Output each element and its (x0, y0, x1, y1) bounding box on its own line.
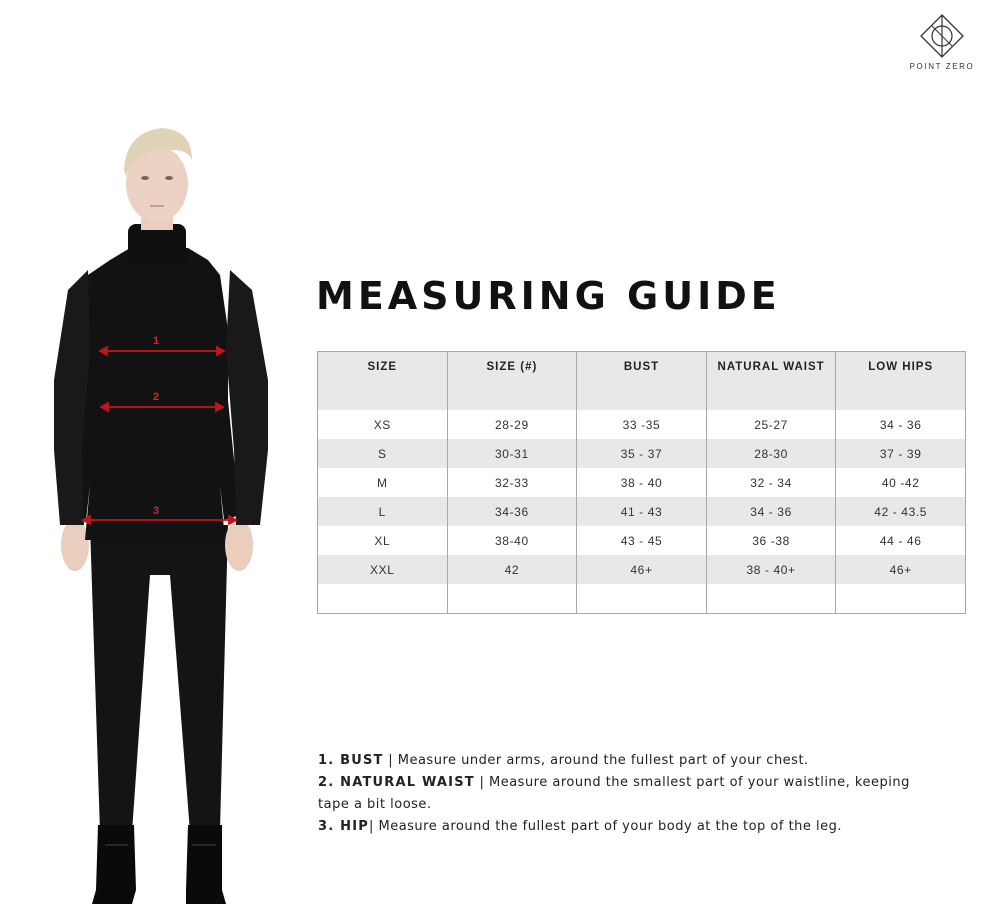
col-header-natural-waist: NATURAL WAIST (706, 352, 836, 382)
table-cell: 32-33 (447, 468, 577, 497)
table-cell: S (318, 439, 448, 468)
measurement-notes (318, 750, 918, 838)
table-cell (447, 381, 577, 410)
table-cell (447, 584, 577, 614)
note-label: 1. BUST (318, 753, 384, 768)
table-cell: 46+ (577, 555, 707, 584)
size-chart-table (317, 351, 966, 614)
table-cell: XL (318, 526, 448, 555)
table-cell: 43 - 45 (577, 526, 707, 555)
table-row-spacer-bottom (318, 584, 966, 614)
table-cell: 38-40 (447, 526, 577, 555)
note-text: | Measure under arms, around the fullest part of your chest. (383, 753, 809, 768)
table-row (318, 555, 966, 584)
brand-name: POINT ZERO (909, 62, 975, 71)
table-cell: XXL (318, 555, 448, 584)
table-cell: 40 -42 (836, 468, 966, 497)
table-cell: 33 -35 (577, 410, 707, 439)
note-label: 3. HIP (318, 819, 369, 834)
table-cell: 30-31 (447, 439, 577, 468)
page-title: MEASURING GUIDE (316, 274, 781, 318)
table-row (318, 526, 966, 555)
table-cell (318, 381, 448, 410)
table-cell: 42 (447, 555, 577, 584)
table-cell (836, 381, 966, 410)
table-cell: L (318, 497, 448, 526)
note-natural-waist (318, 772, 918, 816)
table-cell: 28-29 (447, 410, 577, 439)
table-cell: 37 - 39 (836, 439, 966, 468)
table-row (318, 497, 966, 526)
table-cell: 32 - 34 (706, 468, 836, 497)
table-cell: 28-30 (706, 439, 836, 468)
table-cell (577, 584, 707, 614)
table-cell (836, 584, 966, 614)
table-cell: 34 - 36 (706, 497, 836, 526)
table-cell: 41 - 43 (577, 497, 707, 526)
table-header-row (318, 352, 966, 382)
col-header-size: SIZE (318, 352, 448, 382)
table-cell (318, 584, 448, 614)
table-cell: M (318, 468, 448, 497)
table-cell: 36 -38 (706, 526, 836, 555)
table-cell: 25-27 (706, 410, 836, 439)
model-illustration (40, 120, 290, 904)
note-bust (318, 750, 918, 772)
table-cell: 38 - 40+ (706, 555, 836, 584)
marker-2: 2 (152, 391, 160, 403)
table-cell: 46+ (836, 555, 966, 584)
note-hip (318, 816, 918, 838)
table-row (318, 439, 966, 468)
note-label: 2. NATURAL WAIST (318, 775, 475, 790)
table-cell: XS (318, 410, 448, 439)
table-row (318, 468, 966, 497)
note-text: | Measure around the smallest part of your waistline, keeping tape a bit loose. (318, 775, 910, 812)
diamond-logo-icon (918, 12, 966, 60)
table-cell (706, 381, 836, 410)
col-header-low-hips: LOW HIPS (836, 352, 966, 382)
marker-3: 3 (152, 505, 160, 517)
col-header-size-number: SIZE (#) (447, 352, 577, 382)
brand-logo (905, 12, 979, 74)
table-cell: 35 - 37 (577, 439, 707, 468)
table-cell: 34 - 36 (836, 410, 966, 439)
table-cell: 34-36 (447, 497, 577, 526)
table-row (318, 410, 966, 439)
table-cell: 44 - 46 (836, 526, 966, 555)
table-row-spacer-top (318, 381, 966, 410)
table-cell (577, 381, 707, 410)
table-cell: 42 - 43.5 (836, 497, 966, 526)
marker-1: 1 (152, 335, 160, 347)
col-header-bust: BUST (577, 352, 707, 382)
model-figure (40, 120, 290, 904)
table-cell (706, 584, 836, 614)
note-text: | Measure around the fullest part of your body at the top of the leg. (368, 819, 843, 834)
table-cell: 38 - 40 (577, 468, 707, 497)
